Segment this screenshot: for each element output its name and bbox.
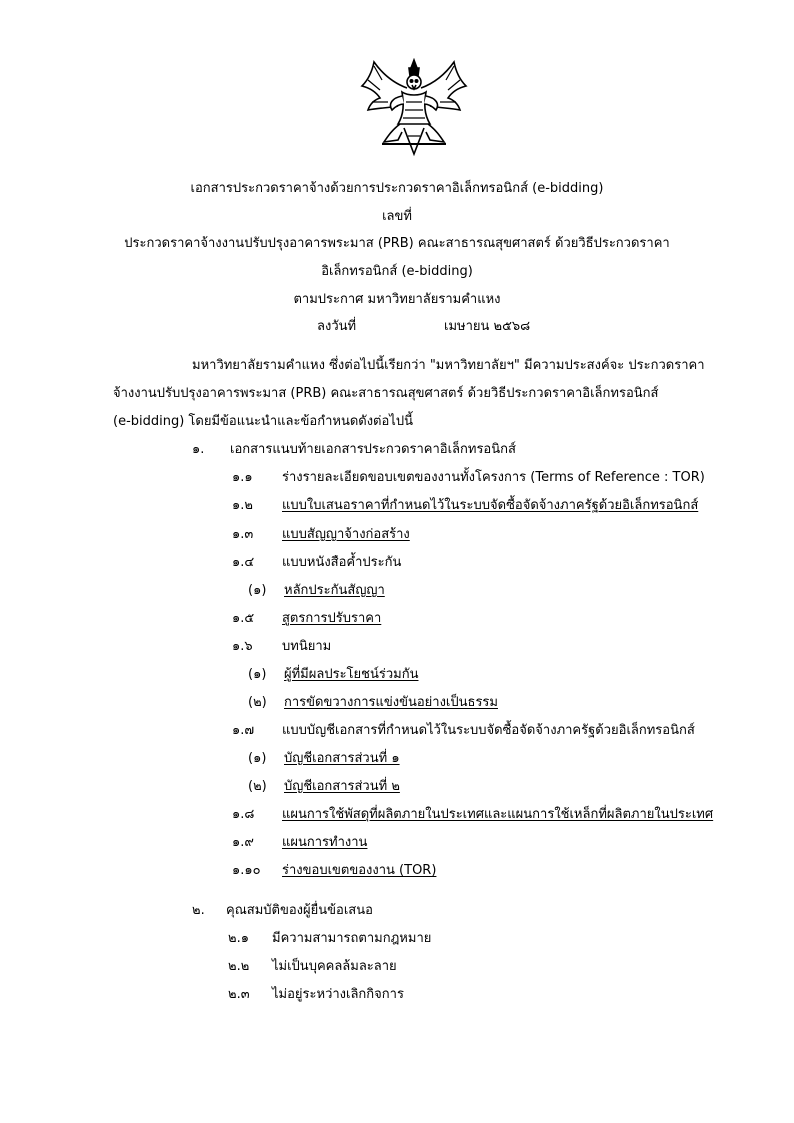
garuda-emblem-icon bbox=[358, 58, 470, 158]
item-text: แบบหนังสือค้ำประกัน bbox=[282, 555, 402, 570]
attachment-link[interactable]: แบบสัญญาจ้างก่อสร้าง bbox=[282, 527, 410, 542]
attachment-link[interactable]: แผนการทำงาน bbox=[282, 835, 368, 850]
date-value: เมษายน ๒๕๖๘ bbox=[444, 319, 531, 334]
item-number: ๒.๑ bbox=[228, 931, 249, 946]
item-text: ร่างรายละเอียดขอบเขตของงานทั้งโครงการ (Terms of Reference : TOR) bbox=[282, 470, 705, 485]
item-text: บทนิยาม bbox=[282, 639, 332, 654]
item-text: ไม่เป็นบุคคลล้มละลาย bbox=[272, 959, 397, 974]
item-number: ๑.๙ bbox=[232, 835, 254, 850]
item-number: ๑.๗ bbox=[232, 723, 255, 738]
subitem-number: (๑) bbox=[248, 583, 267, 598]
attachment-link[interactable]: หลักประกันสัญญา bbox=[284, 583, 385, 598]
item-number: ๑.๑๐ bbox=[232, 863, 261, 878]
section2-title: คุณสมบัติของผู้ยื่นข้อเสนอ bbox=[226, 903, 373, 918]
item-text: แบบบัญชีเอกสารที่กำหนดไว้ในระบบจัดซื้อจัดจ้างภาครัฐด้วยอิเล็กทรอนิกส์ bbox=[282, 723, 695, 738]
item-number: ๑.๓ bbox=[232, 527, 254, 542]
section2-number: ๒. bbox=[192, 903, 205, 918]
section1-title: เอกสารแนบท้ายเอกสารประกวดราคาอิเล็กทรอนิกส์ bbox=[230, 442, 516, 457]
attachment-link[interactable]: ร่างขอบเขตของงาน (TOR) bbox=[282, 863, 437, 878]
item-number: ๒.๓ bbox=[228, 987, 250, 1002]
intro-line3: (e-bidding) โดยมีข้อแนะนำและข้อกำหนดดังต่อไปนี้ bbox=[113, 414, 413, 429]
attachment-link[interactable]: แบบใบเสนอราคาที่กำหนดไว้ในระบบจัดซื้อจัดจ้างภาครัฐด้วยอิเล็กทรอนิกส์ bbox=[282, 498, 699, 513]
section1-number: ๑. bbox=[192, 442, 205, 457]
attachment-link[interactable]: การขัดขวางการแข่งขันอย่างเป็นธรรม bbox=[284, 695, 498, 710]
attachment-link[interactable]: แผนการใช้พัสดุที่ผลิตภายในประเทศและแผนการใช้เหล็กที่ผลิตภายในประเทศ bbox=[282, 807, 714, 822]
item-number: ๑.๕ bbox=[232, 611, 255, 626]
attachment-link[interactable]: บัญชีเอกสารส่วนที่ ๒ bbox=[284, 779, 400, 794]
project-title-line1: ประกวดราคาจ้างงานปรับปรุงอาคารพระมาส (PRB) คณะสาธารณสุขศาสตร์ ด้วยวิธีประกวดราคา bbox=[124, 236, 670, 251]
subitem-number: (๑) bbox=[248, 751, 267, 766]
item-number: ๑.๖ bbox=[232, 639, 253, 654]
item-number: ๑.๑ bbox=[232, 470, 253, 485]
intro-line2: จ้างงานปรับปรุงอาคารพระมาส (PRB) คณะสาธารณสุขศาสตร์ ด้วยวิธีประกวดราคาอิเล็กทรอนิกส์ bbox=[113, 386, 659, 401]
item-text: มีความสามารถตามกฎหมาย bbox=[272, 931, 432, 946]
subitem-number: (๒) bbox=[248, 695, 267, 710]
attachment-link[interactable]: บัญชีเอกสารส่วนที่ ๑ bbox=[284, 751, 400, 766]
announcement-line: ตามประกาศ มหาวิทยาลัยรามคำแหง bbox=[293, 292, 501, 307]
intro-line1: มหาวิทยาลัยรามคำแหง ซึ่งต่อไปนี้เรียกว่า "มหาวิทยาลัยฯ" มีความประสงค์จะ ประกวดราคา bbox=[192, 358, 705, 373]
project-title-line2: อิเล็กทรอนิกส์ (e-bidding) bbox=[321, 264, 473, 279]
date-label: ลงวันที่ bbox=[317, 319, 357, 334]
attachment-link[interactable]: ผู้ที่มีผลประโยชน์ร่วมกัน bbox=[284, 667, 419, 682]
subitem-number: (๑) bbox=[248, 667, 267, 682]
attachment-link[interactable]: สูตรการปรับราคา bbox=[282, 611, 382, 626]
item-number: ๑.๘ bbox=[232, 807, 255, 822]
item-number: ๑.๒ bbox=[232, 498, 253, 513]
item-number: ๑.๔ bbox=[232, 555, 255, 570]
document-title: เอกสารประกวดราคาจ้างด้วยการประกวดราคาอิเล็กทรอนิกส์ (e-bidding) bbox=[190, 181, 604, 196]
document-number-label: เลขที่ bbox=[382, 209, 412, 224]
subitem-number: (๒) bbox=[248, 779, 267, 794]
item-text: ไม่อยู่ระหว่างเลิกกิจการ bbox=[272, 987, 404, 1002]
item-number: ๒.๒ bbox=[228, 959, 250, 974]
